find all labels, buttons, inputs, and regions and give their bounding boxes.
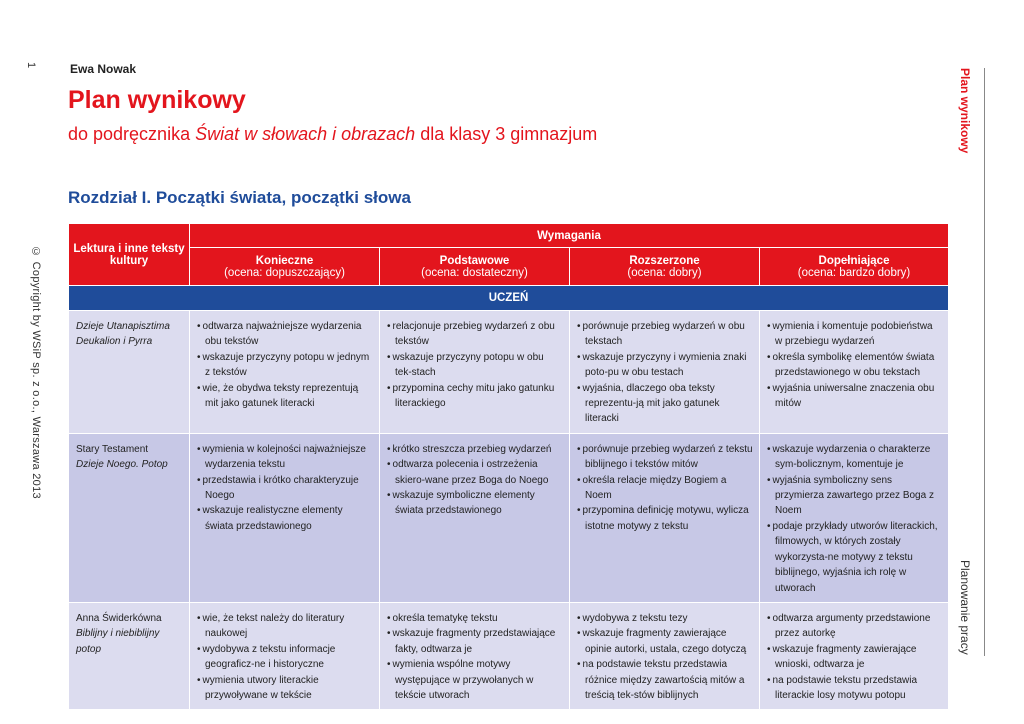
requirement-list [767,319,942,411]
col-name: Podstawowe [439,254,510,267]
requirement-item: • wskazuje przyczyny potopu w jednym z tekstów [197,350,373,381]
student-band: UCZEŃ [69,286,949,311]
requirement-cell [190,602,380,709]
requirement-item: • wskazuje fragmenty zawierające wnioski, odtwarza je [767,642,942,673]
requirement-item: • odtwarza najważniejsze wydarzenia obu tekstów [197,319,373,350]
book-title: Świat w słowach i obrazach [195,124,416,144]
literature-title: Biblijny i niebiblijny potop [76,628,160,655]
requirement-item: • wskazuje realistyczne elementy świata przedstawionego [197,503,373,534]
requirement-list [767,442,942,596]
requirement-cell [760,602,949,709]
requirement-cell [190,311,380,434]
literature-author: Anna Świderkówna [76,612,162,624]
col-grade: (ocena: dobry) [627,266,702,279]
requirement-list [197,319,373,411]
requirement-list [197,611,373,703]
col-grade: (ocena: dostateczny) [421,266,528,279]
side-section-label: Planowanie pracy [958,560,972,655]
requirement-item: • krótko streszcza przebieg wydarzeń [387,442,563,457]
requirement-item: • wymienia wspólne motywy występujące w przywołanych w tekście utworach [387,657,563,703]
header-col-konieczne [190,248,380,286]
table-row [69,433,949,602]
chapter-heading: Rozdział I. Początki świata, początki słowa [68,188,411,207]
literature-cell [69,602,190,709]
requirement-cell [570,311,760,434]
requirement-cell [760,311,949,434]
col-name: Dopełniające [818,254,890,267]
table-row [69,602,949,709]
requirement-item: • relacjonuje przebieg wydarzeń z obu tekstów [387,319,563,350]
requirement-item: • wie, że tekst należy do literatury naukowej [197,611,373,642]
requirement-item: • wyjaśnia symboliczny sens przymierza zawartego przez Boga z Noem [767,473,942,519]
requirement-list [387,611,563,703]
requirement-item: • określa symbolikę elementów świata przedstawionego w obu tekstach [767,350,942,381]
requirement-list [387,442,563,519]
requirement-item: • porównuje przebieg wydarzeń w obu tekstach [577,319,753,350]
requirement-item: • określa tematykę tekstu [387,611,563,626]
literature-title: Dzieje Utanapisztima Deukalion i Pyrra [76,321,170,348]
requirement-list [767,611,942,703]
requirement-cell [380,602,570,709]
header-col-dopelniajace [760,248,949,286]
requirement-item: • wskazuje symboliczne elementy świata przedstawionego [387,488,563,519]
requirement-cell [760,433,949,602]
requirement-item: • określa relacje między Bogiem a Noem [577,473,753,504]
requirement-item: • porównuje przebieg wydarzeń z tekstu biblijnego i tekstów mitów [577,442,753,473]
table-row [69,311,949,434]
requirement-item: • na podstawie tekstu przedstawia literackie losy motywu potopu [767,673,942,704]
requirements-table [68,223,949,710]
col-name: Konieczne [255,254,314,267]
header-requirements: Wymagania [190,224,949,248]
requirement-item: • na podstawie tekstu przedstawia różnice między zawartością mitów a treścią tek-stów biblijnych [577,657,753,703]
requirement-item: • wydobywa z tekstu informacje geograficz-ne i historyczne [197,642,373,673]
requirement-item: • podaje przykłady utworów literackich, filmowych, w których zostały wykorzysta-ne motywy z tekstu biblijnego, wyjaśnia ich rolę w utworach [767,519,942,596]
col-name: Rozszerzone [629,254,700,267]
side-running-title: Plan wynikowy [958,68,972,154]
requirement-item: • odtwarza argumenty przedstawione przez autorkę [767,611,942,642]
requirement-cell [190,433,380,602]
table-body [69,311,949,710]
requirement-item: • wskazuje fragmenty przedstawiające fakty, odtwarza je [387,626,563,657]
page-subtitle [68,124,597,145]
literature-cell [69,433,190,602]
requirement-item: • wskazuje przyczyny potopu w obu tek-stach [387,350,563,381]
requirement-list [577,442,753,534]
requirement-item: • odtwarza polecenia i ostrzeżenia skiero-wane przez Boga do Noego [387,457,563,488]
requirement-cell [380,433,570,602]
requirement-cell [570,433,760,602]
literature-cell [69,311,190,434]
header-literature: Lektura i inne teksty kultury [69,224,190,286]
literature-title: Dzieje Noego. Potop [76,459,168,471]
col-grade: (ocena: dopuszczający) [224,266,345,279]
requirement-item: • wymienia utwory literackie przywoływane w tekście [197,673,373,704]
header-col-rozszerzone [570,248,760,286]
copyright-note: © Copyright by WSiP sp. z o.o., Warszawa 2013 [30,246,42,499]
requirement-item: • wymienia w kolejności najważniejsze wydarzenia tekstu [197,442,373,473]
requirement-item: • wskazuje przyczyny i wymienia znaki poto-pu w obu testach [577,350,753,381]
side-divider [984,68,985,656]
requirement-list [387,319,563,411]
requirement-list [197,442,373,534]
header-col-podstawowe [380,248,570,286]
requirement-item: • wie, że obydwa teksty reprezentują mit jako gatunek literacki [197,381,373,412]
requirement-cell [380,311,570,434]
literature-author: Stary Testament [76,443,149,455]
requirement-item: • wydobywa z tekstu tezy [577,611,753,626]
subtitle-prefix: do podręcznika [68,124,196,144]
requirement-cell [570,602,760,709]
requirement-item: • przypomina cechy mitu jako gatunku literackiego [387,381,563,412]
subtitle-suffix: dla klasy 3 gimnazjum [415,124,598,144]
requirement-list [577,611,753,703]
page-number: 1 [25,62,37,69]
requirement-item: • wyjaśnia uniwersalne znaczenia obu mitów [767,381,942,412]
requirement-list [577,319,753,427]
page-title: Plan wynikowy [68,86,246,114]
requirement-item: • przedstawia i krótko charakteryzuje Noego [197,473,373,504]
requirement-item: • wyjaśnia, dlaczego oba teksty reprezentu-ją mit jako gatunek literacki [577,381,753,427]
requirement-item: • wymienia i komentuje podobieństwa w przebiegu wydarzeń [767,319,942,350]
requirement-item: • wskazuje fragmenty zawierające opinie autorki, ustala, czego dotyczą [577,626,753,657]
requirement-item: • wskazuje wydarzenia o charakterze sym-bolicznym, komentuje je [767,442,942,473]
author-name: Ewa Nowak [70,62,137,76]
col-grade: (ocena: bardzo dobry) [797,266,911,279]
requirement-item: • przypomina definicję motywu, wylicza istotne motywy z tekstu [577,503,753,534]
